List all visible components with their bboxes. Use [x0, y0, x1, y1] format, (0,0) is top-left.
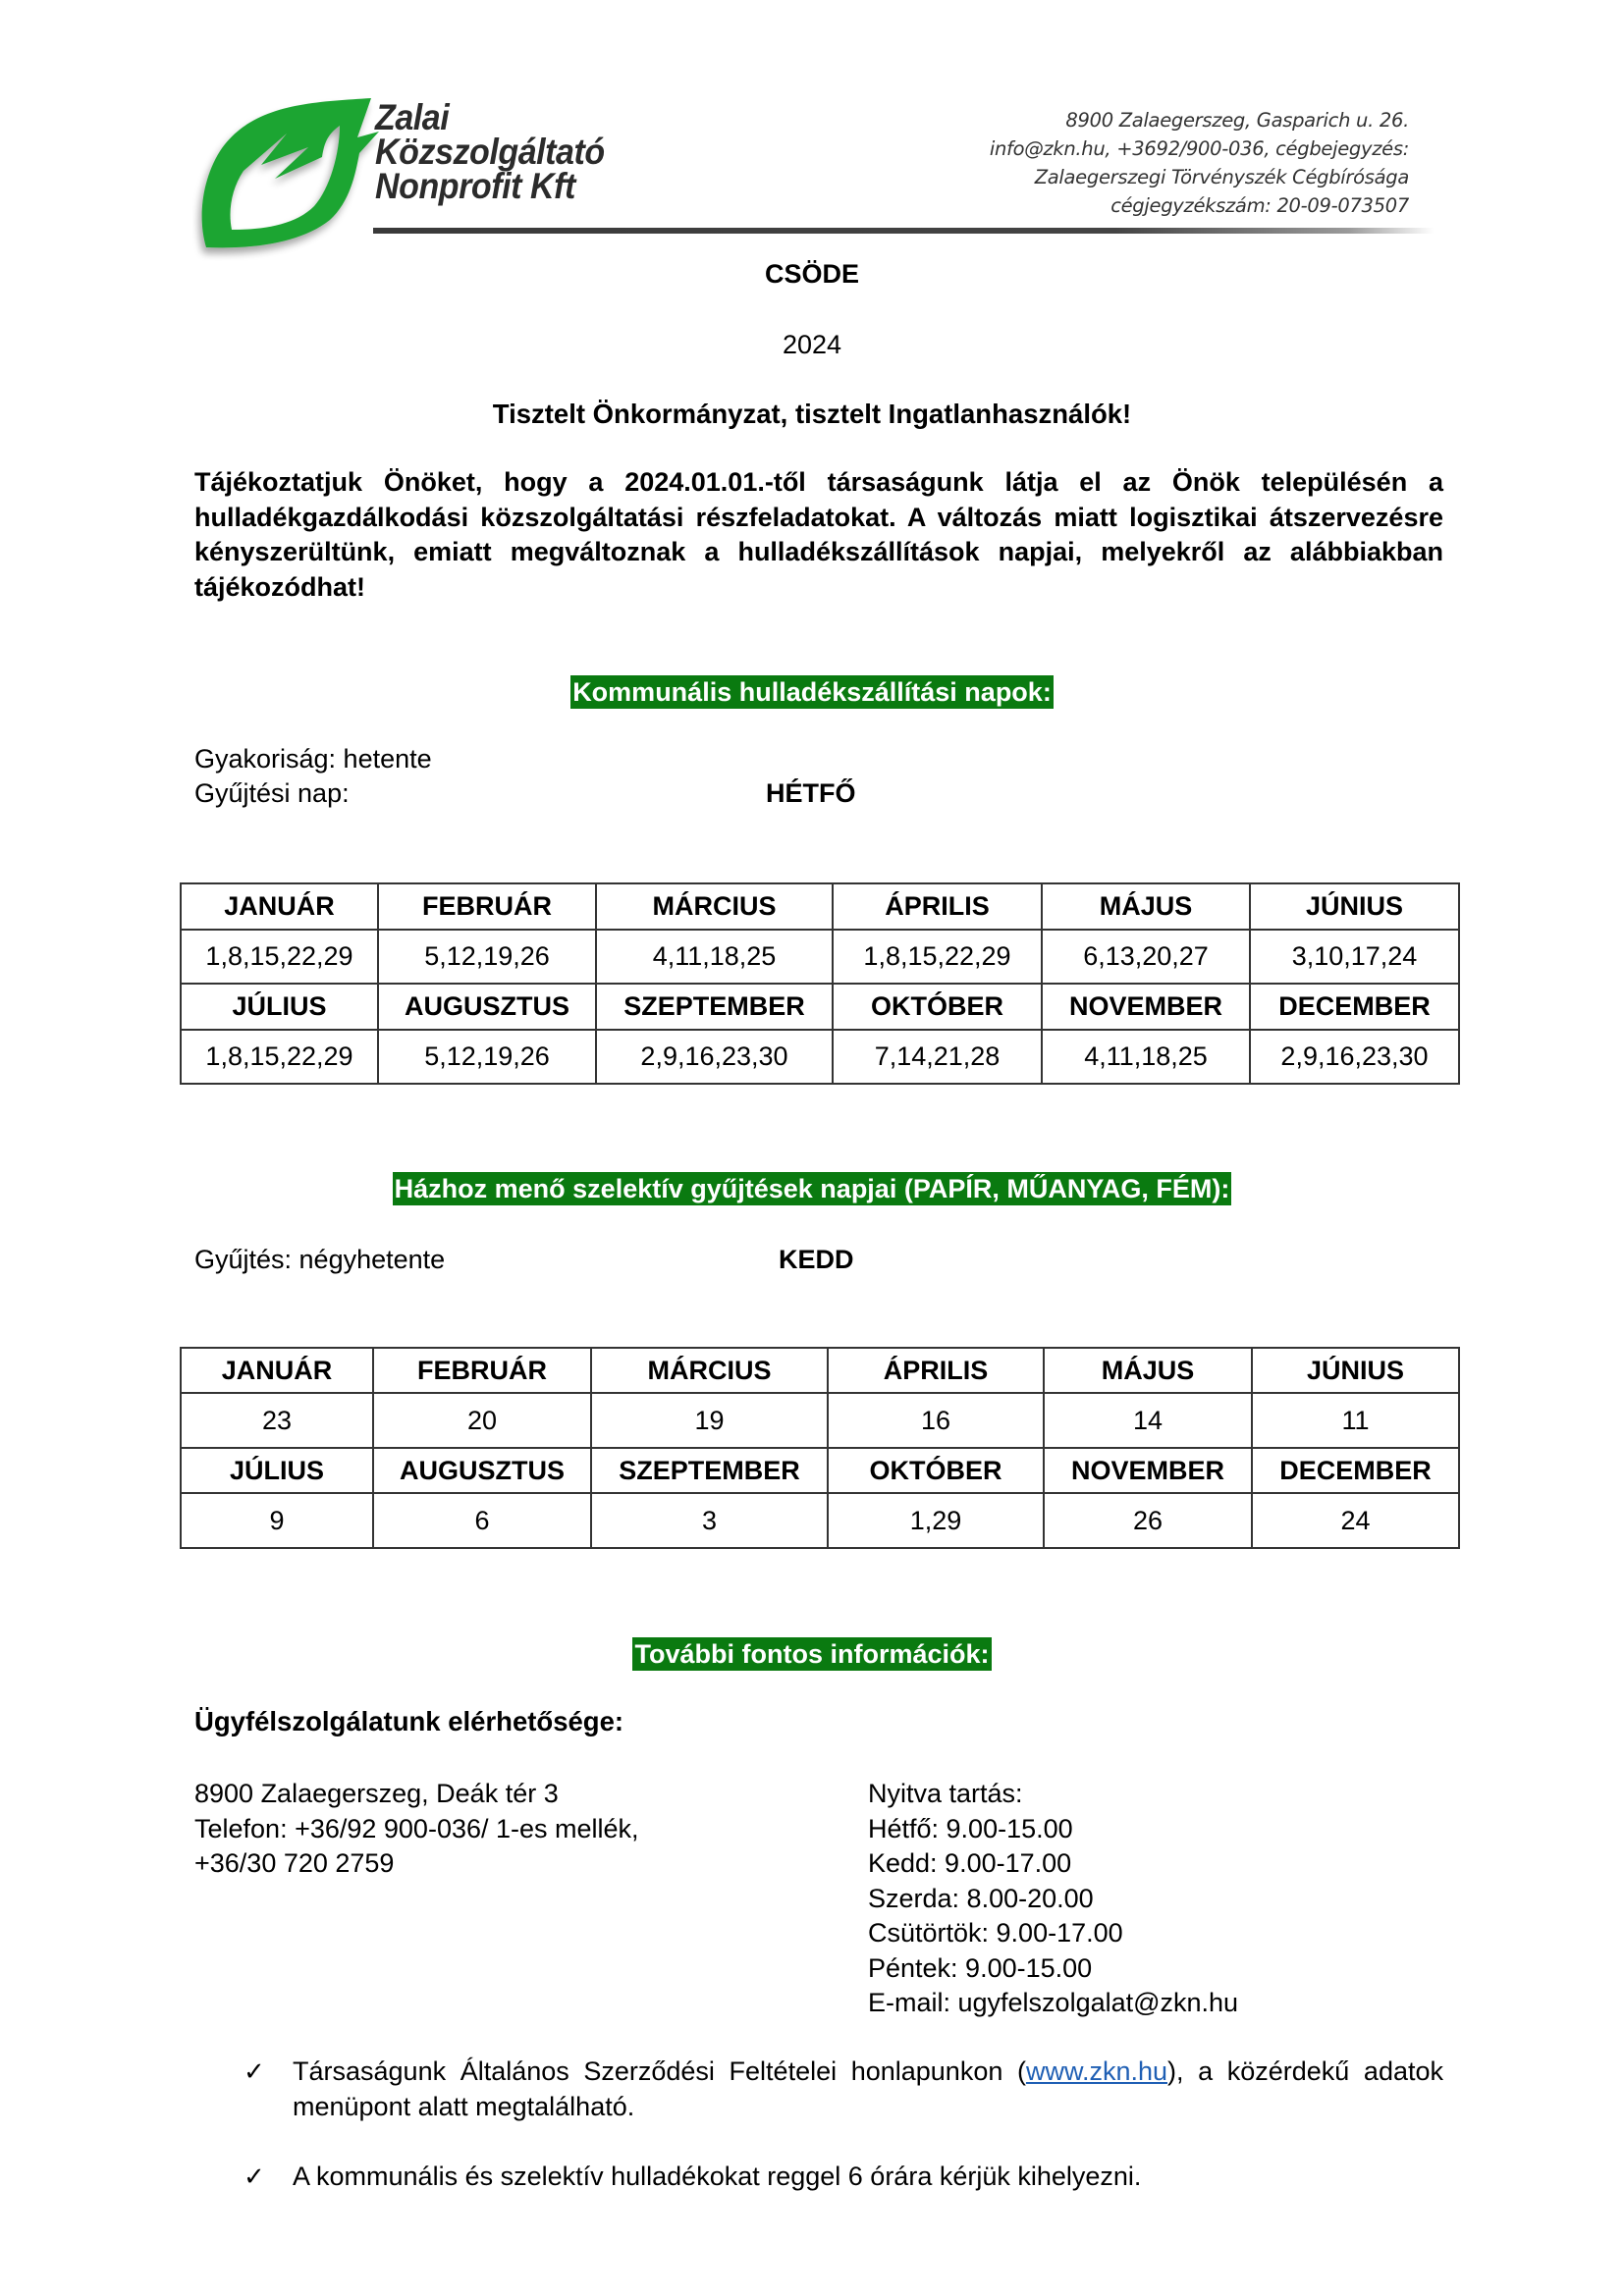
checkmark-icon: ✓ — [244, 2056, 265, 2086]
communal-schedule-table — [180, 882, 1460, 1085]
month-header: MÁRCIUS — [596, 883, 833, 930]
month-header: FEBRUÁR — [373, 1348, 591, 1393]
company-name-line-1: Zalai — [375, 97, 450, 137]
month-header: DECEMBER — [1252, 1448, 1459, 1493]
date-cell: 26 — [1044, 1493, 1252, 1548]
month-header: FEBRUÁR — [378, 883, 596, 930]
date-cell: 23 — [181, 1393, 373, 1448]
checkmark-icon: ✓ — [244, 2162, 265, 2191]
month-header: MÁJUS — [1042, 883, 1250, 930]
settlement-title: CSÖDE — [764, 259, 860, 289]
month-header: JÚLIUS — [181, 1448, 373, 1493]
table-row — [181, 1393, 1459, 1448]
month-header: AUGUSZTUS — [373, 1448, 591, 1493]
date-cell: 14 — [1044, 1393, 1252, 1448]
opening-hours-tuesday: Kedd: 9.00-17.00 — [868, 1848, 1072, 1878]
date-cell: 6 — [373, 1493, 591, 1548]
month-header: MÁJUS — [1044, 1348, 1252, 1393]
table-row — [181, 930, 1459, 984]
intro-paragraph: Tájékoztatjuk Önöket, hogy a 2024.01.01.-től társaságunk látja el az Önök településén a hulladékgazdálkodási közszolgáltatási részfeladatokat. A változás miatt logisztikai átszervezésre kényszerültünk, emiatt megváltoznak a hulladékszállítások napjai, melyekről az alábbiakban tájékozódhat! — [194, 467, 1443, 602]
date-cell: 2,9,16,23,30 — [1250, 1030, 1459, 1084]
date-cell: 3,10,17,24 — [1250, 930, 1459, 984]
selective-day-value: KEDD — [779, 1245, 854, 1274]
month-header: JÚNIUS — [1252, 1348, 1459, 1393]
communal-day-value: HÉTFŐ — [766, 778, 856, 808]
date-cell: 1,8,15,22,29 — [181, 930, 378, 984]
month-header: JANUÁR — [181, 883, 378, 930]
header-divider — [373, 228, 1434, 234]
selective-heading-wrap — [0, 1172, 1624, 1205]
month-header: JÚNIUS — [1250, 883, 1459, 930]
opening-hours-wednesday: Szerda: 8.00-20.00 — [868, 1883, 1094, 1913]
month-header: JÚLIUS — [181, 984, 378, 1030]
contact-details — [194, 1777, 639, 1882]
communal-heading: Kommunális hulladékszállítási napok: — [572, 677, 1052, 707]
office-email: E-mail: ugyfelszolgalat@zkn.hu — [868, 1988, 1239, 2017]
office-address: 8900 Zalaegerszeg, Deák tér 3 — [194, 1779, 559, 1808]
selective-heading: Házhoz menő szelektív gyűjtések napjai (PAPÍR, MŰANYAG, FÉM): — [394, 1174, 1230, 1203]
communal-heading-wrap — [0, 675, 1624, 709]
date-cell: 2,9,16,23,30 — [596, 1030, 833, 1084]
month-header: MÁRCIUS — [591, 1348, 828, 1393]
month-header: NOVEMBER — [1044, 1448, 1252, 1493]
office-phone-1: Telefon: +36/92 900-036/ 1-es mellék, — [194, 1813, 639, 1843]
month-header: AUGUSZTUS — [378, 984, 596, 1030]
date-cell: 5,12,19,26 — [378, 1030, 596, 1084]
selective-frequency: Gyűjtés: négyhetente — [194, 1245, 446, 1274]
month-header: OKTÓBER — [828, 1448, 1044, 1493]
bullet-text-before-link: Társaságunk Általános Szerződési Feltételei honlapunkon ( — [293, 2056, 1026, 2086]
bullet-text-after-link: ), a közérdekű adatok menüpont alatt megtalálható. — [293, 2056, 1443, 2121]
bullet-text: A kommunális és szelektív hulladékokat reggel 6 órára kérjük kihelyezni. — [293, 2162, 1142, 2191]
opening-hours-friday: Péntek: 9.00-15.00 — [868, 1952, 1093, 1983]
month-header: JANUÁR — [181, 1348, 373, 1393]
info-heading: További fontos információk: — [634, 1639, 990, 1669]
company-name-line-3: Nonprofit Kft — [375, 166, 575, 206]
company-name-line-2: Közszolgáltató — [375, 132, 605, 172]
bullet-text — [293, 2055, 1443, 2124]
table-row — [181, 1493, 1459, 1548]
date-cell: 3 — [591, 1493, 828, 1548]
list-item — [244, 2160, 1443, 2195]
office-phone-2: +36/30 720 2759 — [194, 1848, 395, 1878]
opening-hours-monday: Hétfő: 9.00-15.00 — [868, 1813, 1073, 1843]
date-cell: 19 — [591, 1393, 828, 1448]
company-name — [375, 97, 605, 206]
date-cell: 20 — [373, 1393, 591, 1448]
table-header-row — [181, 883, 1459, 930]
opening-hours-thursday: Csütörtök: 9.00-17.00 — [868, 1918, 1123, 1948]
info-heading-wrap — [0, 1637, 1624, 1671]
table-header-row — [181, 1348, 1459, 1393]
month-header: ÁPRILIS — [828, 1348, 1044, 1393]
company-address-block — [990, 106, 1409, 220]
communal-frequency: Gyakoriság: hetente — [194, 744, 432, 774]
date-cell: 1,8,15,22,29 — [181, 1030, 378, 1084]
date-cell: 1,8,15,22,29 — [833, 930, 1042, 984]
contact-heading: Ügyfélszolgálatunk elérhetősége: — [194, 1706, 624, 1736]
list-item — [244, 2055, 1443, 2124]
website-link[interactable]: www.zkn.hu — [1025, 2056, 1168, 2086]
date-cell: 4,11,18,25 — [1042, 1030, 1250, 1084]
company-address-line: 8900 Zalaegerszeg, Gasparich u. 26. — [1065, 109, 1409, 132]
date-cell: 16 — [828, 1393, 1044, 1448]
date-cell: 6,13,20,27 — [1042, 930, 1250, 984]
opening-hours-title: Nyitva tartás: — [868, 1779, 1023, 1808]
table-row — [181, 1030, 1459, 1084]
date-cell: 24 — [1252, 1493, 1459, 1548]
company-registry-line: cégjegyzékszám: 20-09-073507 — [1110, 194, 1409, 217]
month-header: SZEPTEMBER — [596, 984, 833, 1030]
selective-schedule-table — [180, 1347, 1460, 1549]
leaf-logo-icon — [192, 94, 379, 261]
date-cell: 9 — [181, 1493, 373, 1548]
table-header-row — [181, 1448, 1459, 1493]
month-header: ÁPRILIS — [833, 883, 1042, 930]
company-contact-line: info@zkn.hu, +3692/900-036, cégbejegyzés: — [989, 137, 1409, 160]
date-cell: 1,29 — [828, 1493, 1044, 1548]
table-header-row — [181, 984, 1459, 1030]
opening-hours — [868, 1777, 1238, 2021]
date-cell: 5,12,19,26 — [378, 930, 596, 984]
date-cell: 11 — [1252, 1393, 1459, 1448]
date-cell: 7,14,21,28 — [833, 1030, 1042, 1084]
date-cell: 4,11,18,25 — [596, 930, 833, 984]
month-header: SZEPTEMBER — [591, 1448, 828, 1493]
greeting: Tisztelt Önkormányzat, tisztelt Ingatlanhasználók! — [492, 399, 1132, 429]
communal-day-label: Gyűjtési nap: — [194, 778, 350, 808]
company-court-line: Zalaegerszegi Törvényszék Cégbírósága — [1034, 166, 1409, 188]
month-header: NOVEMBER — [1042, 984, 1250, 1030]
month-header: DECEMBER — [1250, 984, 1459, 1030]
month-header: OKTÓBER — [833, 984, 1042, 1030]
year-label: 2024 — [782, 330, 842, 359]
